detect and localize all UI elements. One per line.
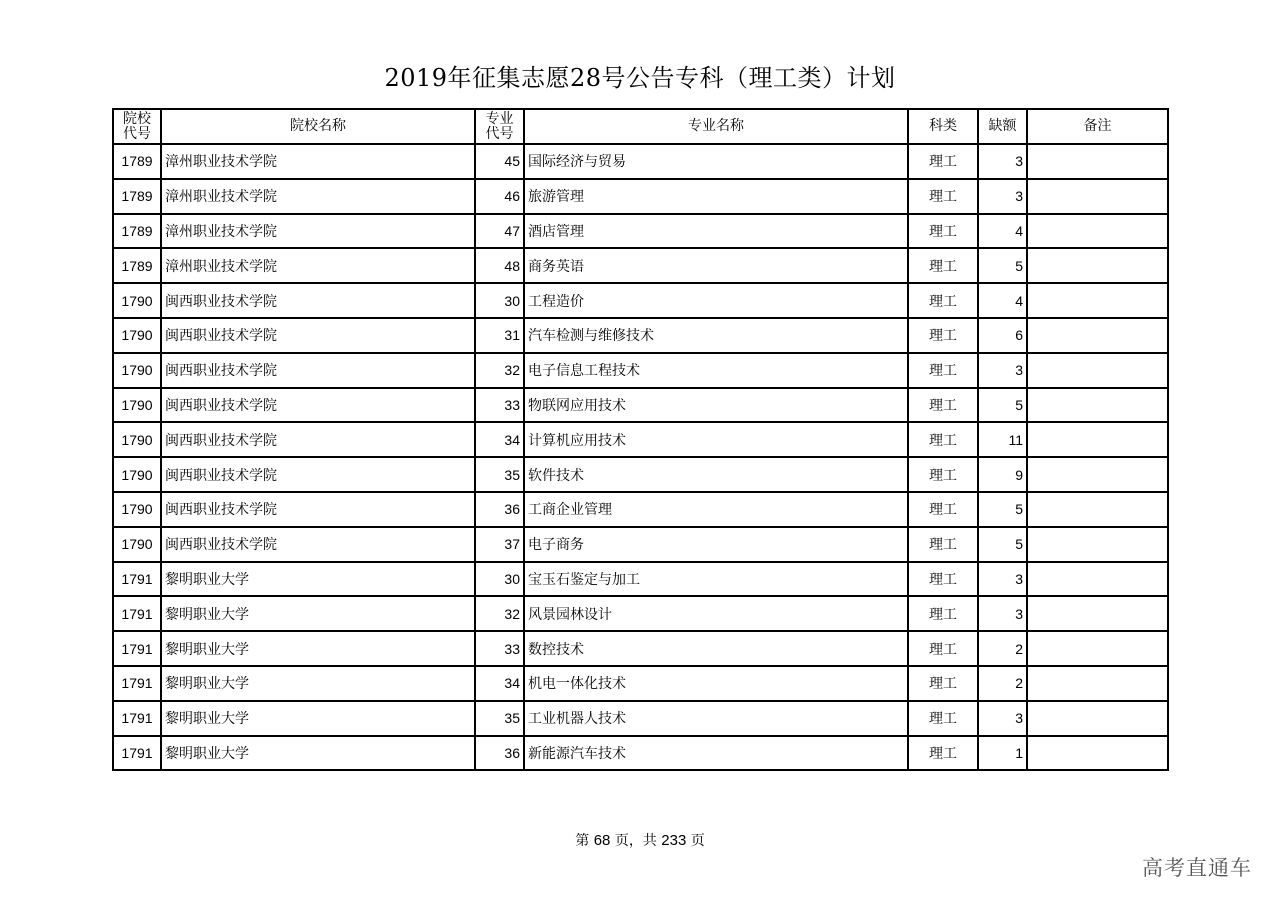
cell-school-code: 1789 [113, 144, 161, 179]
header-vacancy: 缺额 [978, 109, 1027, 144]
cell-major-name: 机电一体化技术 [524, 666, 908, 701]
cell-major-name: 新能源汽车技术 [524, 736, 908, 771]
header-school-code: 院校代号 [113, 109, 161, 144]
cell-vacancy: 3 [978, 179, 1027, 214]
cell-major-code: 34 [475, 666, 524, 701]
cell-vacancy: 3 [978, 701, 1027, 736]
cell-category: 理工 [908, 248, 978, 283]
table-row [113, 631, 1168, 666]
table-row [113, 179, 1168, 214]
cell-major-name: 工商企业管理 [524, 492, 908, 527]
cell-major-name: 工业机器人技术 [524, 701, 908, 736]
cell-school-name: 闽西职业技术学院 [161, 492, 475, 527]
cell-major-name: 电子商务 [524, 527, 908, 562]
cell-school-code: 1790 [113, 353, 161, 388]
table-row [113, 248, 1168, 283]
cell-major-code: 37 [475, 527, 524, 562]
cell-school-name: 闽西职业技术学院 [161, 353, 475, 388]
cell-category: 理工 [908, 214, 978, 249]
cell-school-name: 漳州职业技术学院 [161, 248, 475, 283]
cell-major-name: 汽车检测与维修技术 [524, 318, 908, 353]
cell-vacancy: 2 [978, 666, 1027, 701]
cell-major-code: 32 [475, 353, 524, 388]
cell-vacancy: 3 [978, 353, 1027, 388]
cell-category: 理工 [908, 666, 978, 701]
cell-vacancy: 3 [978, 596, 1027, 631]
cell-remark [1027, 283, 1168, 318]
cell-school-code: 1790 [113, 457, 161, 492]
table-row [113, 666, 1168, 701]
cell-school-name: 闽西职业技术学院 [161, 283, 475, 318]
cell-school-name: 黎明职业大学 [161, 596, 475, 631]
table-body [113, 144, 1168, 770]
cell-remark [1027, 388, 1168, 423]
cell-school-name: 漳州职业技术学院 [161, 179, 475, 214]
table-row [113, 527, 1168, 562]
cell-major-code: 33 [475, 631, 524, 666]
cell-school-code: 1791 [113, 736, 161, 771]
header-remark: 备注 [1027, 109, 1168, 144]
cell-major-code: 45 [475, 144, 524, 179]
cell-category: 理工 [908, 457, 978, 492]
cell-remark [1027, 492, 1168, 527]
cell-category: 理工 [908, 318, 978, 353]
cell-remark [1027, 596, 1168, 631]
cell-school-name: 闽西职业技术学院 [161, 527, 475, 562]
cell-category: 理工 [908, 353, 978, 388]
cell-remark [1027, 179, 1168, 214]
cell-major-name: 风景园林设计 [524, 596, 908, 631]
cell-category: 理工 [908, 144, 978, 179]
table-row [113, 388, 1168, 423]
cell-school-name: 漳州职业技术学院 [161, 144, 475, 179]
table-row [113, 144, 1168, 179]
footer-suffix: 页 [690, 833, 705, 849]
cell-school-code: 1790 [113, 422, 161, 457]
cell-school-code: 1791 [113, 631, 161, 666]
table-row [113, 353, 1168, 388]
cell-category: 理工 [908, 179, 978, 214]
cell-school-name: 黎明职业大学 [161, 631, 475, 666]
cell-category: 理工 [908, 283, 978, 318]
cell-major-code: 30 [475, 562, 524, 597]
cell-remark [1027, 666, 1168, 701]
cell-school-name: 闽西职业技术学院 [161, 388, 475, 423]
cell-major-code: 48 [475, 248, 524, 283]
table-row [113, 596, 1168, 631]
cell-school-code: 1791 [113, 666, 161, 701]
cell-remark [1027, 214, 1168, 249]
cell-category: 理工 [908, 527, 978, 562]
cell-vacancy: 6 [978, 318, 1027, 353]
table-row [113, 214, 1168, 249]
table-row [113, 422, 1168, 457]
header-major-code: 专业代号 [475, 109, 524, 144]
cell-major-code: 32 [475, 596, 524, 631]
cell-school-name: 闽西职业技术学院 [161, 422, 475, 457]
cell-major-name: 数控技术 [524, 631, 908, 666]
cell-vacancy: 2 [978, 631, 1027, 666]
cell-remark [1027, 457, 1168, 492]
cell-vacancy: 1 [978, 736, 1027, 771]
header-major-name: 专业名称 [524, 109, 908, 144]
table-row [113, 492, 1168, 527]
table-row [113, 457, 1168, 492]
cell-major-name: 国际经济与贸易 [524, 144, 908, 179]
cell-major-name: 宝玉石鉴定与加工 [524, 562, 908, 597]
cell-major-name: 旅游管理 [524, 179, 908, 214]
footer-page-number: 68 [593, 832, 611, 849]
cell-category: 理工 [908, 562, 978, 597]
table-row [113, 736, 1168, 771]
cell-category: 理工 [908, 631, 978, 666]
table-row [113, 318, 1168, 353]
table-header-row [113, 109, 1168, 144]
cell-school-name: 黎明职业大学 [161, 736, 475, 771]
cell-major-name: 软件技术 [524, 457, 908, 492]
cell-category: 理工 [908, 492, 978, 527]
cell-major-code: 35 [475, 701, 524, 736]
cell-school-code: 1789 [113, 214, 161, 249]
cell-school-code: 1790 [113, 283, 161, 318]
cell-school-code: 1790 [113, 492, 161, 527]
cell-category: 理工 [908, 701, 978, 736]
cell-major-code: 36 [475, 492, 524, 527]
cell-major-name: 商务英语 [524, 248, 908, 283]
cell-major-name: 计算机应用技术 [524, 422, 908, 457]
cell-major-code: 35 [475, 457, 524, 492]
cell-remark [1027, 318, 1168, 353]
cell-category: 理工 [908, 736, 978, 771]
cell-major-code: 47 [475, 214, 524, 249]
cell-major-code: 31 [475, 318, 524, 353]
cell-school-code: 1791 [113, 562, 161, 597]
cell-major-code: 46 [475, 179, 524, 214]
cell-major-name: 电子信息工程技术 [524, 353, 908, 388]
watermark-logo: 高考直通车 [1142, 856, 1252, 880]
cell-category: 理工 [908, 388, 978, 423]
cell-major-name: 酒店管理 [524, 214, 908, 249]
cell-vacancy: 4 [978, 214, 1027, 249]
cell-category: 理工 [908, 422, 978, 457]
cell-school-code: 1791 [113, 596, 161, 631]
cell-school-code: 1789 [113, 179, 161, 214]
cell-vacancy: 5 [978, 492, 1027, 527]
cell-school-code: 1790 [113, 527, 161, 562]
cell-major-name: 工程造价 [524, 283, 908, 318]
cell-vacancy: 11 [978, 422, 1027, 457]
footer-prefix: 第 [575, 833, 590, 849]
cell-remark [1027, 701, 1168, 736]
cell-major-code: 33 [475, 388, 524, 423]
cell-vacancy: 5 [978, 248, 1027, 283]
cell-school-code: 1789 [113, 248, 161, 283]
cell-major-code: 36 [475, 736, 524, 771]
cell-remark [1027, 422, 1168, 457]
cell-school-code: 1790 [113, 388, 161, 423]
cell-school-name: 漳州职业技术学院 [161, 214, 475, 249]
cell-vacancy: 5 [978, 388, 1027, 423]
cell-vacancy: 3 [978, 562, 1027, 597]
cell-school-name: 闽西职业技术学院 [161, 457, 475, 492]
cell-school-code: 1790 [113, 318, 161, 353]
cell-school-code: 1791 [113, 701, 161, 736]
cell-remark [1027, 353, 1168, 388]
cell-remark [1027, 562, 1168, 597]
cell-remark [1027, 736, 1168, 771]
cell-school-name: 黎明职业大学 [161, 701, 475, 736]
cell-school-name: 闽西职业技术学院 [161, 318, 475, 353]
header-category: 科类 [908, 109, 978, 144]
table-row [113, 283, 1168, 318]
cell-vacancy: 9 [978, 457, 1027, 492]
cell-school-name: 黎明职业大学 [161, 666, 475, 701]
cell-category: 理工 [908, 596, 978, 631]
footer-total-pages: 233 [661, 832, 687, 849]
cell-remark [1027, 144, 1168, 179]
table-row [113, 562, 1168, 597]
header-school-name: 院校名称 [161, 109, 475, 144]
cell-vacancy: 4 [978, 283, 1027, 318]
cell-remark [1027, 527, 1168, 562]
cell-major-name: 物联网应用技术 [524, 388, 908, 423]
cell-school-name: 黎明职业大学 [161, 562, 475, 597]
page-footer [0, 830, 1280, 850]
cell-major-code: 34 [475, 422, 524, 457]
cell-vacancy: 3 [978, 144, 1027, 179]
cell-major-code: 30 [475, 283, 524, 318]
table-row [113, 701, 1168, 736]
cell-remark [1027, 248, 1168, 283]
footer-middle: 页，共 [614, 833, 657, 849]
page-title: 2019年征集志愿28号公告专科（理工类）计划 [384, 64, 896, 92]
plan-table [112, 108, 1169, 771]
cell-remark [1027, 631, 1168, 666]
cell-vacancy: 5 [978, 527, 1027, 562]
